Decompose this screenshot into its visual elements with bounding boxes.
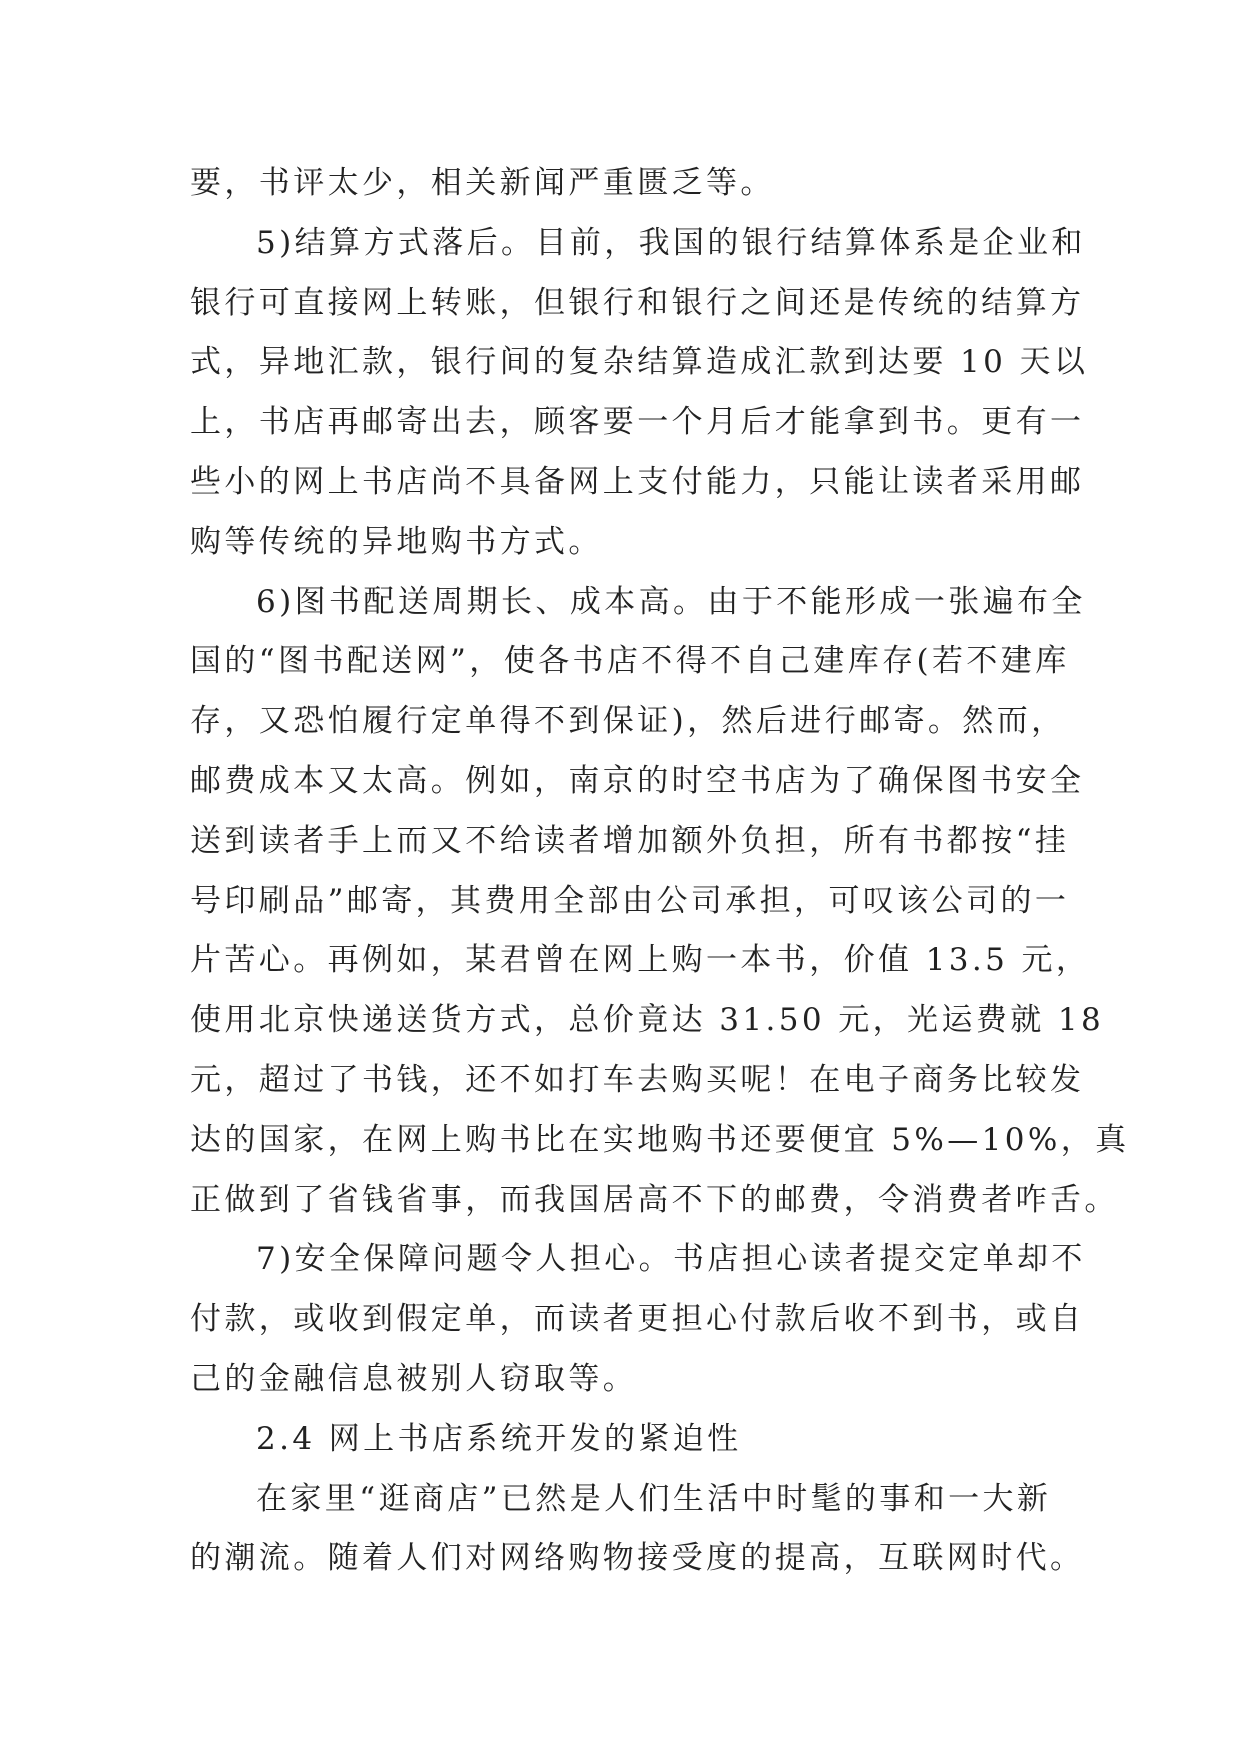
text-line: 存，又恐怕履行定单得不到保证)，然后进行邮寄。然而， (190, 703, 1066, 740)
text-line: 的潮流。随着人们对网络购物接受度的提高，互联网时代。 (190, 1540, 1085, 1577)
text-line: 国的“图书配送网”，使各书店不得不自己建库存(若不建库 (190, 643, 1070, 680)
text-line: 式，异地汇款，银行间的复杂结算造成汇款到达要 10 天以 (190, 344, 1089, 381)
text-line: 使用北京快递送货方式，总价竟达 31.50 元，光运费就 18 (190, 1002, 1105, 1039)
text-line: 己的金融信息被别人窃取等。 (190, 1360, 638, 1397)
text-line: 购等传统的异地购书方式。 (190, 523, 603, 560)
text-line: 要，书评太少，相关新闻严重匮乏等。 (190, 165, 775, 201)
text-line: 送到读者手上而又不给读者增加额外负担，所有书都按“挂 (190, 822, 1070, 859)
text-line: 邮费成本又太高。例如，南京的时空书店为了确保图书安全 (190, 762, 1085, 799)
text-line: 在家里“逛商店”已然是人们生活中时髦的事和一大新 (256, 1480, 1052, 1517)
text-line: 达的国家，在网上购书比在实地购书还要便宜 5%—10%，真 (190, 1121, 1130, 1158)
text-line: 银行可直接网上转账，但银行和银行之间还是传统的结算方 (190, 284, 1085, 321)
text-line: 付款，或收到假定单，而读者更担心付款后收不到书，或自 (190, 1301, 1085, 1338)
section-heading: 2.4 网上书店系统开发的紧迫性 (256, 1420, 742, 1457)
text-line: 6)图书配送周期长、成本高。由于不能形成一张遍布全 (256, 583, 1086, 620)
body-text (190, 154, 1130, 1589)
text-line: 些小的网上书店尚不具备网上支付能力，只能让读者采用邮 (190, 463, 1085, 500)
text-line: 号印刷品”邮寄，其费用全部由公司承担，可叹该公司的一 (190, 882, 1070, 919)
text-line: 上，书店再邮寄出去，顾客要一个月后才能拿到书。更有一 (190, 404, 1085, 441)
text-line: 7)安全保障问题令人担心。书店担心读者提交定单却不 (256, 1241, 1086, 1278)
text-line: 元，超过了书钱，还不如打车去购买呢！在电子商务比较发 (190, 1061, 1085, 1098)
text-line: 正做到了省钱省事，而我国居高不下的邮费，令消费者咋舌。 (190, 1181, 1119, 1218)
text-line: 片苦心。再例如，某君曾在网上购一本书，价值 13.5 元， (190, 942, 1091, 979)
text-line: 5)结算方式落后。目前，我国的银行结算体系是企业和 (256, 224, 1086, 261)
